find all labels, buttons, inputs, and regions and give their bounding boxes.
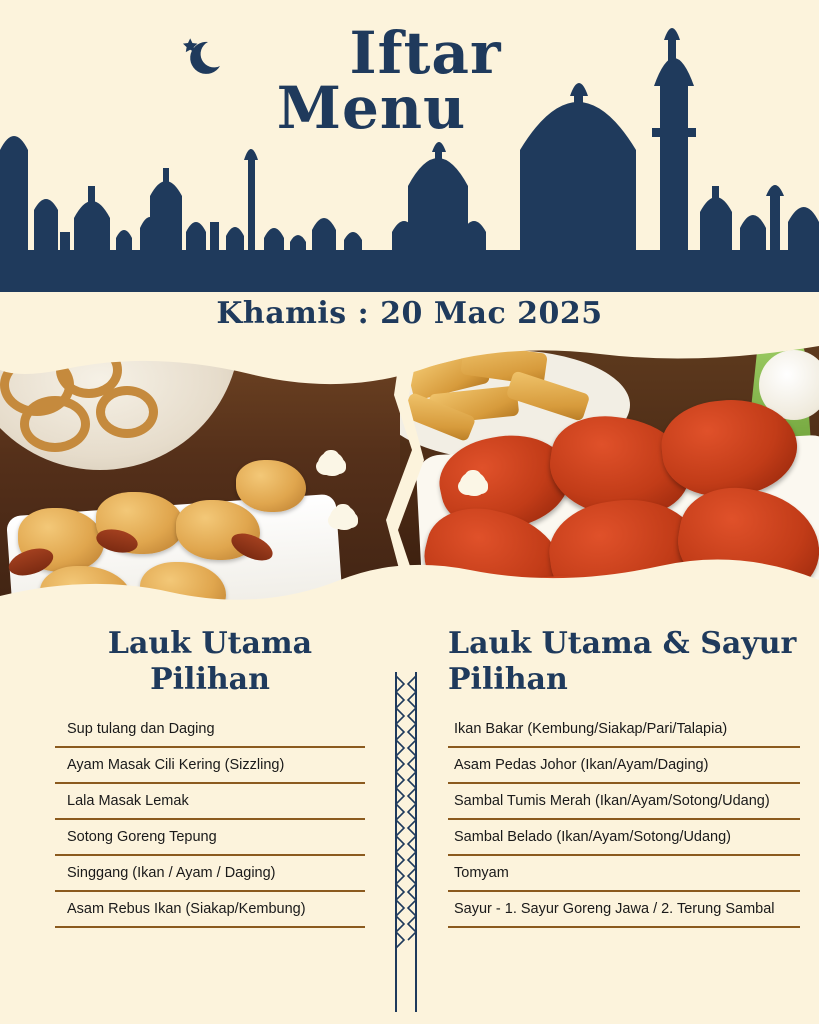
torn-edge-center: [368, 340, 454, 630]
menu-column-right: [448, 626, 800, 928]
food-photo-strip: [0, 340, 819, 630]
menu-list-right: [448, 712, 800, 928]
menu-item: Sambal Belado (Ikan/Ayam/Sotong/Udang): [448, 820, 800, 856]
menu-item: Tomyam: [448, 856, 800, 892]
menu-item: Ayam Masak Cili Kering (Sizzling): [55, 748, 365, 784]
menu-item: Lala Masak Lemak: [55, 784, 365, 820]
decorative-divider: [383, 672, 429, 1012]
menu-item: Singgang (Ikan / Ayam / Daging): [55, 856, 365, 892]
column-heading-left: Lauk Utama Pilihan: [107, 626, 313, 697]
menu-column-left: [55, 626, 365, 928]
menu-list-left: [55, 712, 365, 928]
poster-title: [0, 19, 819, 142]
menu-item: Sambal Tumis Merah (Ikan/Ayam/Sotong/Udang): [448, 784, 800, 820]
menu-item: Asam Rebus Ikan (Siakap/Kembung): [55, 892, 365, 928]
date-banner: [0, 292, 819, 340]
menu-body: [0, 614, 819, 1024]
title-line-two: Menu: [276, 74, 467, 142]
title-line-one: Iftar: [349, 19, 502, 87]
menu-item: Asam Pedas Johor (Ikan/Ayam/Daging): [448, 748, 800, 784]
menu-item: Ikan Bakar (Kembung/Siakap/Pari/Talapia): [448, 712, 800, 748]
menu-item: Sotong Goreng Tepung: [55, 820, 365, 856]
menu-date: Khamis : 20 Mac 2025: [216, 296, 603, 331]
column-heading-right: Lauk Utama & Sayur Pilihan: [448, 626, 797, 697]
poster-header: [0, 0, 819, 292]
menu-item: Sup tulang dan Daging: [55, 712, 365, 748]
crescent-moon-star-icon: [178, 36, 238, 86]
menu-item: Sayur - 1. Sayur Goreng Jawa / 2. Terung Sambal: [448, 892, 800, 928]
